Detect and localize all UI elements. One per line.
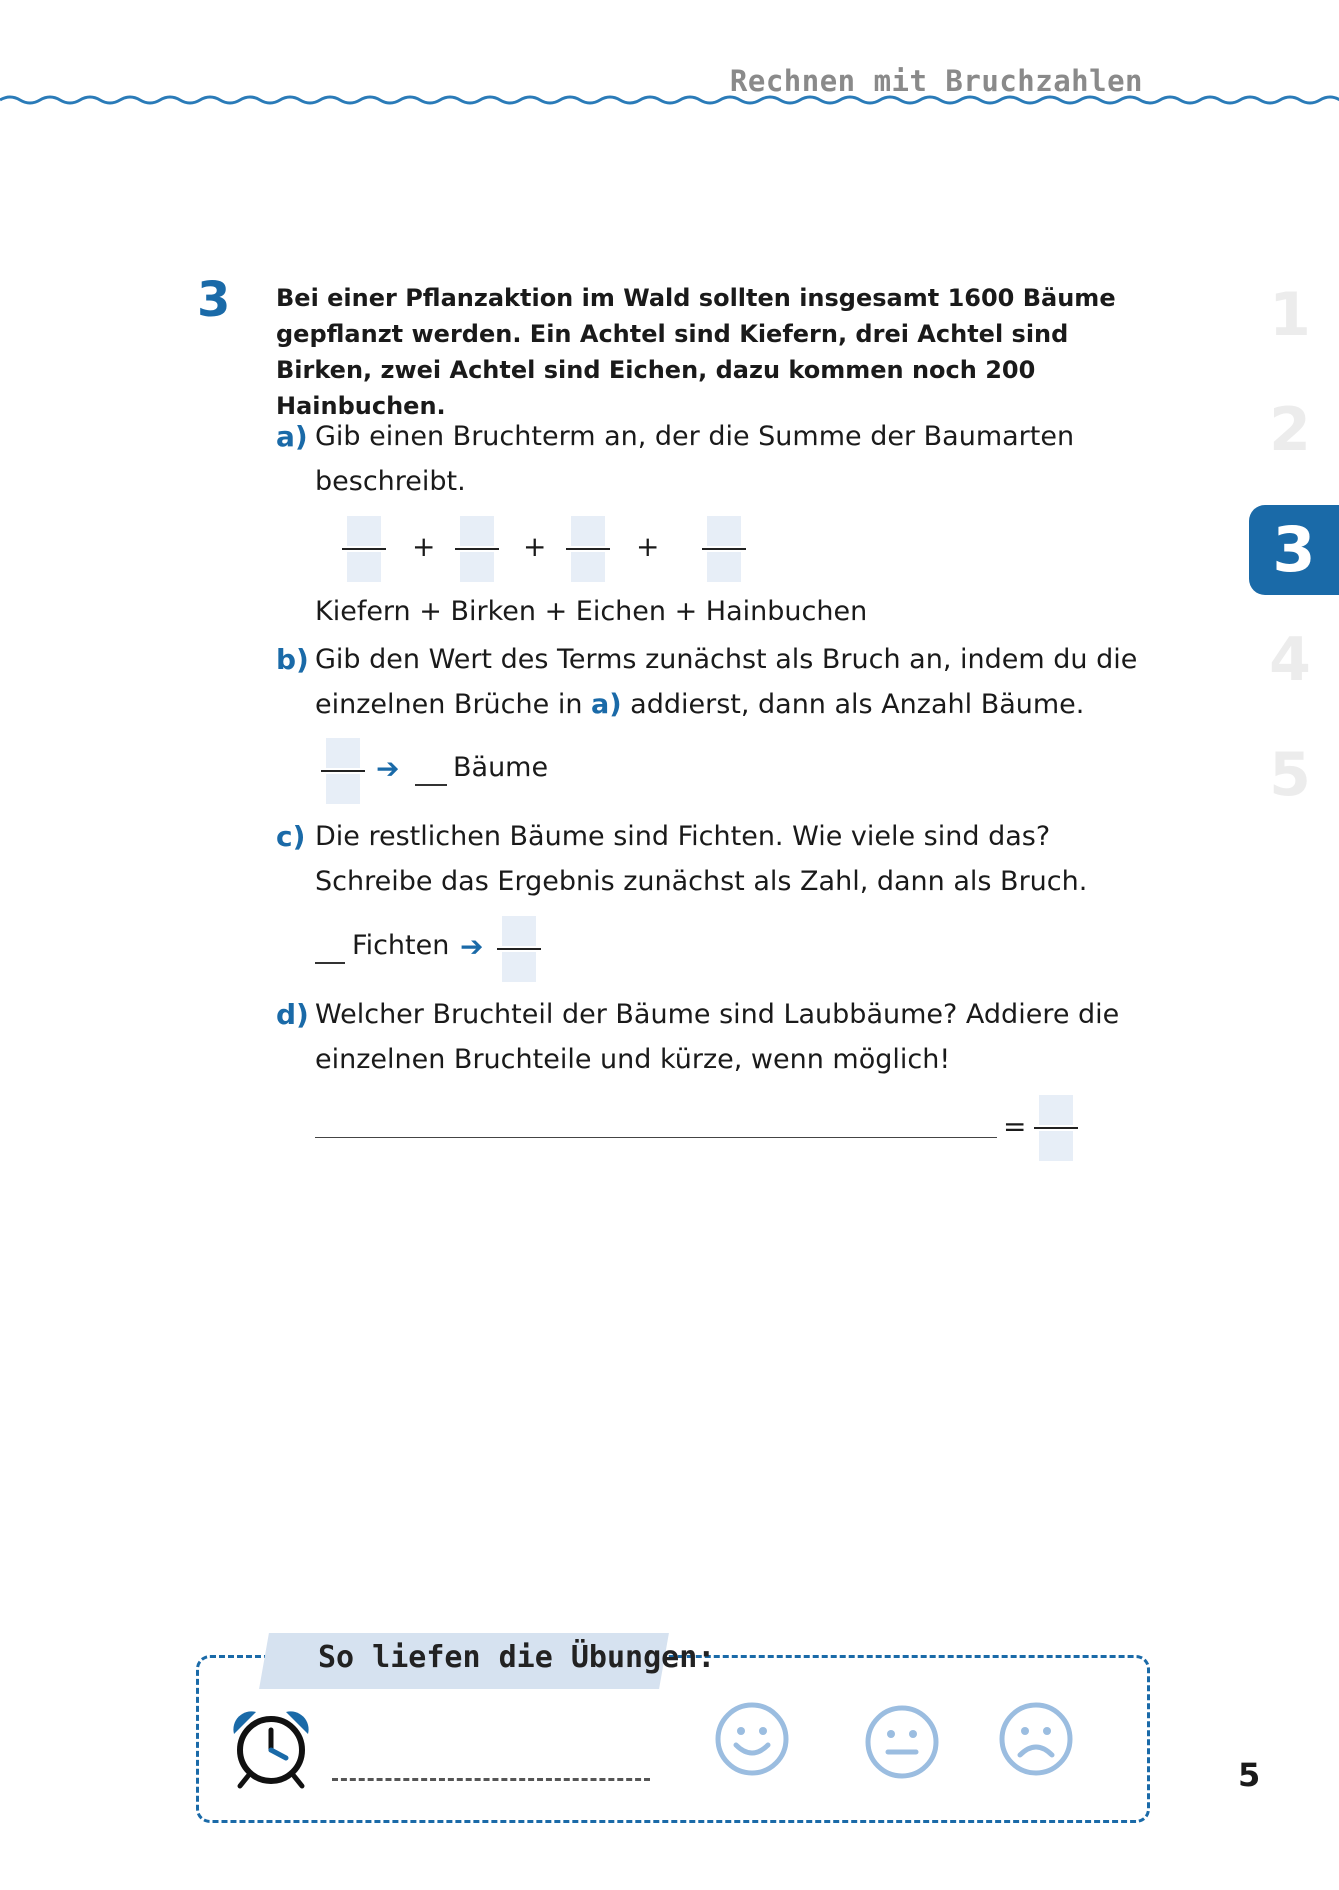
fraction-input-laubbaeume[interactable] bbox=[1039, 1095, 1073, 1161]
fraction-input-birken[interactable] bbox=[460, 516, 494, 582]
page-number: 5 bbox=[1238, 1756, 1261, 1794]
fraction-input-sum[interactable] bbox=[326, 738, 360, 804]
subtask-d-text: Welcher Bruchteil der Bäume sind Laubbäume? Addiere die einzelnen Bruchteile und kürze, wenn möglich! bbox=[315, 999, 1120, 1075]
subtask-b-text-start: Gib den Wert des Terms zunächst als Bruch an, indem du die einzelnen Brüche in bbox=[315, 644, 1138, 720]
subtask-b-text-end: addierst, dann als Anzahl Bäume. bbox=[621, 689, 1085, 720]
task-intro: Bei einer Pflanzaktion im Wald sollten insgesamt 1600 Bäume gepflanzt werden. Ein Achtel sind Kiefern, drei Achtel sind Birken, zwei Achtel sind Eichen, dazu kommen noch 200 Hainbuchen. bbox=[276, 284, 1116, 420]
subtask-a-caption: Kiefern + Birken + Eichen + Hainbuchen bbox=[315, 596, 868, 627]
fraction-input-eichen[interactable] bbox=[571, 516, 605, 582]
page-header-title: Rechnen mit Bruchzahlen bbox=[729, 64, 1143, 98]
plus-sign: + bbox=[412, 530, 436, 563]
subtask-b-ref-a: a) bbox=[591, 689, 622, 720]
fraction-input-fichten[interactable] bbox=[502, 916, 536, 982]
arrow-right-icon: ➔ bbox=[460, 930, 484, 963]
answer-line-laubbaeume[interactable] bbox=[315, 1137, 997, 1138]
subtask-c-label: c) bbox=[276, 820, 306, 853]
chapter-tab-1[interactable]: 1 bbox=[1269, 280, 1311, 350]
subtask-a-text: Gib einen Bruchterm an, der die Summe der Baumarten beschreibt. bbox=[315, 421, 1075, 497]
feedback-title: So liefen die Übungen: bbox=[318, 1640, 716, 1675]
sad-smiley-icon[interactable] bbox=[998, 1701, 1074, 1777]
unit-baeume: Bäume bbox=[453, 752, 549, 783]
subtask-c-text: Die restlichen Bäume sind Fichten. Wie viele sind das? Schreibe das Ergebnis zunächst als Zahl, dann als Bruch. bbox=[315, 821, 1088, 897]
happy-smiley-icon[interactable] bbox=[714, 1701, 790, 1777]
subtask-b-text bbox=[315, 637, 1145, 727]
chapter-tab-2[interactable]: 2 bbox=[1269, 395, 1311, 465]
answer-blank-fichten-count[interactable] bbox=[315, 962, 345, 964]
arrow-right-icon: ➔ bbox=[376, 752, 400, 785]
chapter-tab-4[interactable]: 4 bbox=[1269, 625, 1311, 695]
fraction-input-hainbuchen[interactable] bbox=[707, 516, 741, 582]
fraction-input-kiefern[interactable] bbox=[347, 516, 381, 582]
unit-fichten: Fichten bbox=[352, 930, 450, 961]
subtask-b-label: b) bbox=[276, 643, 309, 676]
subtask-a-label: a) bbox=[276, 420, 308, 453]
chapter-tab-3-active[interactable]: 3 bbox=[1249, 505, 1339, 595]
time-entry-line[interactable] bbox=[332, 1778, 650, 1781]
plus-sign: + bbox=[636, 530, 660, 563]
answer-blank-baeume-count[interactable] bbox=[415, 784, 447, 786]
equals-sign: = bbox=[1003, 1110, 1027, 1143]
plus-sign: + bbox=[523, 530, 547, 563]
subtask-d-label: d) bbox=[276, 998, 309, 1031]
alarm-clock-icon bbox=[228, 1704, 314, 1790]
chapter-tab-5[interactable]: 5 bbox=[1269, 740, 1311, 810]
neutral-smiley-icon[interactable] bbox=[864, 1704, 940, 1780]
task-number: 3 bbox=[197, 272, 231, 328]
